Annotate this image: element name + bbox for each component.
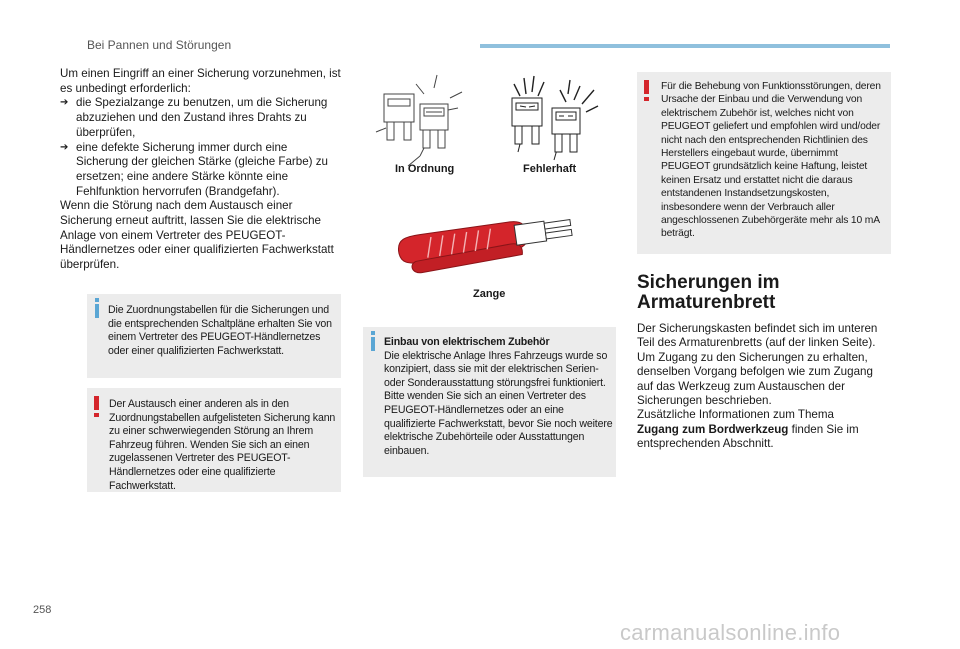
extra-info: Zusätzliche Informationen zum Thema Zugang zum Bordwerkzeug finden Sie im entsprechenden Abschnitt. <box>637 408 859 451</box>
toolkit-reference: Zugang zum Bordwerkzeug <box>637 422 789 436</box>
pliers-icon <box>392 198 600 282</box>
list-item: ➔ die Spezialzange zu benutzen, um die Sicherung abzuziehen und den Zustand ihres Drahts zu überprüfen, <box>60 96 328 139</box>
fuse-ok-icon <box>376 75 462 166</box>
section-body: Der Sicherungskasten befindet sich im unteren Teil des Armaturenbretts (auf der linken Seite). Um Zugang zu den Sicherungen zu erhalten, denselben Vorgang befolgen wie zum Zugang auf das Werkzeug zum Austauschen der Sicherungen beschrieben. Zusätzliche Informationen zum Thema Zugang zum Bordwerkzeug finden Sie im entsprechenden Abschnitt. <box>637 322 891 452</box>
info-note-tables: Die Zuordnungstabellen für die Sicherungen und die entsprechenden Schaltpläne erhalten Sie von einem Vertreter des PEUGEOT-Händlernetzes oder einer qualifizierten Fachwerkstatt. <box>87 294 341 378</box>
caption-faulty: Fehlerhaft <box>523 163 577 175</box>
intro-text: Um einen Eingriff an einer Sicherung vorzunehmen, ist es unbedingt erforderlich: <box>60 67 341 95</box>
fuse-illustration <box>372 70 612 170</box>
outro-text: Wenn die Störung nach dem Austausch einer Sicherung erneut auftritt, lassen Sie die elektrische Anlage von einem Vertreter des PEUGEOT-Händlernetzes oder einer qualifizierten Fachwerkstatt überprüfen. <box>60 199 334 272</box>
warning-icon <box>644 80 649 94</box>
fuse-instructions <box>60 67 342 273</box>
arrow-bullet-icon: ➔ <box>60 141 69 153</box>
warning-note-liability: Für die Behebung von Funktionsstörungen, deren Ursache der Einbau und die Verwendung von elektrischem Zubehör ist, welches nicht von PEUGEOT geliefert und empfohlen wird und/oder nicht nach den entsprechenden Richtlinien des Herstellers eingebaut wurde, übernimmt PEUGEOT grundsätzlich keine Haftung, leistet keinen Ersatz und erstattet nicht die daraus entstandenen Instandsetzungskosten, insbesondere wenn der Verbrauch aller angeschlossenen Zubehörgeräte mehr als 10 mA beträgt. <box>637 72 891 254</box>
note-body: Die elektrische Anlage Ihres Fahrzeugs wurde so konzipiert, dass sie mit der elektrischen Serien- oder Sonderausstattung störungsfrei funktioniert. Bitte wenden Sie sich an einen Vertreter des PEUGEOT-Händlernetzes oder an eine qualifizierte Fachwerkstatt, bevor Sie noch weitere elektrische Zubehörteile oder Ausstattungen einbauen. <box>384 349 613 457</box>
caption-ok: In Ordnung <box>395 163 455 175</box>
running-header: Bei Pannen und Störungen <box>87 38 232 52</box>
warning-icon <box>94 396 99 410</box>
info-icon <box>95 304 99 318</box>
section-heading: Sicherungen im Armaturenbrett <box>637 272 780 313</box>
note-title: Einbau von elektrischem Zubehör <box>384 336 550 348</box>
arrow-bullet-icon: ➔ <box>60 97 69 109</box>
info-icon <box>371 337 375 351</box>
list-item: ➔ eine defekte Sicherung immer durch eine Sicherung der gleichen Stärke (gleiche Farbe) zu ersetzen; eine andere Stärke könnte eine Fehlfunktion hervorrufen (Brandgefahr). <box>60 140 328 198</box>
watermark: carmanualsonline.info <box>620 620 841 645</box>
page-number: 258 <box>33 604 52 616</box>
fuse-faulty-icon <box>512 76 598 160</box>
warning-note-fuse-replacement: Der Austausch einer anderen als in den Zuordnungstabellen aufgelisteten Sicherung kann zu einer schwerwiegenden Störung an Ihrem Fahrzeug führen. Wenden Sie sich an einen zugelassenen Vertreter des PEUGEOT-Händlernetzes oder eine qualifizierte Fachwerkstatt. <box>87 388 341 492</box>
caption-pliers: Zange <box>473 288 506 300</box>
header-accent-bar <box>480 44 890 48</box>
info-note-accessories <box>363 327 616 477</box>
